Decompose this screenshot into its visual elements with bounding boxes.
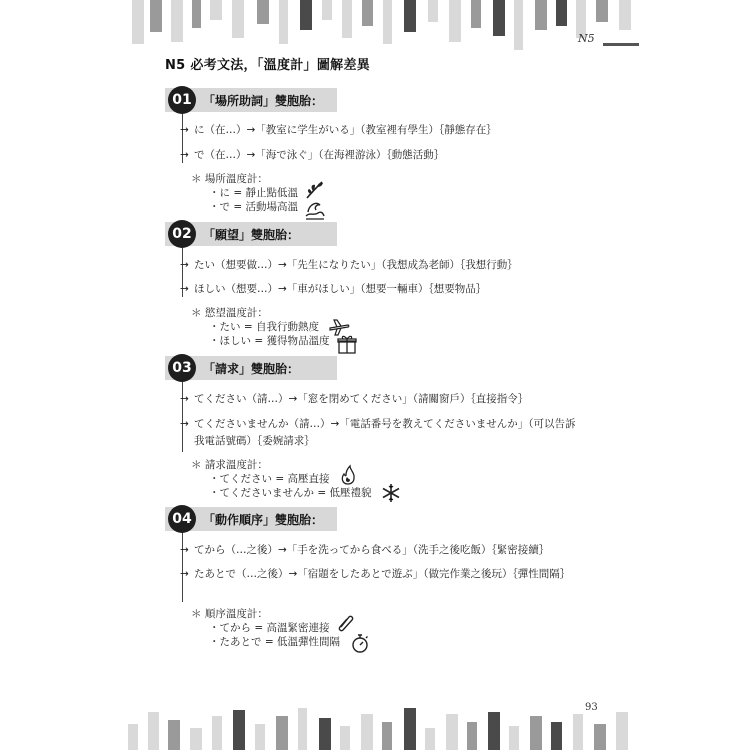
decorative-bar: [404, 708, 416, 750]
decorative-bar: [255, 724, 265, 750]
decorative-bar: [148, 712, 159, 750]
decorative-bar: [168, 720, 180, 750]
arrow-icon: →: [180, 544, 189, 556]
decorative-bar: [190, 728, 202, 750]
thermometer-note: ＊ 慾望溫度計： ・たい = 自我行動熱度 ・ほしい = 獲得物品溫度: [191, 307, 330, 347]
decorative-bar: [509, 726, 519, 750]
thermometer-note: ＊ 請求溫度計： ・てください = 高壓直接 ・てくださいませんか = 低壓禮貌: [191, 459, 372, 499]
section-heading-text: 「場所助詞」雙胞胎：: [203, 94, 324, 108]
section-heading: [165, 507, 337, 531]
decorative-bar: [467, 722, 477, 750]
grammar-item: → てくださいませんか（請…）→「電話番号を教えてくださいませんか」（可以告訴我電話號碼）｛委婉請求｝: [180, 418, 576, 447]
grammar-item: → たい（想要做…）→「先生になりたい」（我想成為老師）｛我想行動｝: [184, 257, 584, 274]
section-heading: [165, 222, 337, 246]
decorative-bar: [493, 0, 505, 36]
section-heading: [165, 88, 337, 112]
decorative-bar: [132, 0, 144, 44]
grammar-item: → てから（…之後）→「手を洗ってから食べる」（洗手之後吃飯）｛緊密接續｝: [184, 542, 584, 559]
decorative-bar: [573, 714, 583, 750]
decorative-bar: [449, 0, 461, 42]
decorative-bar: [150, 0, 162, 32]
decorative-bar: [192, 0, 201, 28]
decorative-bar: [428, 0, 438, 22]
decorative-bar: [298, 708, 307, 750]
decorative-bar: [616, 712, 628, 750]
arrow-icon: →: [180, 283, 189, 295]
decorative-bar: [551, 722, 562, 750]
top-decorative-bars: [0, 0, 750, 60]
grammar-item: → てください（請…）→「窓を閉めてください」（請關窗戶）｛直接指令｝: [184, 391, 584, 408]
decorative-bar: [383, 0, 392, 44]
decorative-bar: [171, 0, 183, 42]
grammar-item: → たあとで（…之後）→「宿題をしたあとで遊ぶ」（做完作業之後玩）｛彈性間隔｝: [184, 566, 584, 583]
gift-icon: [336, 333, 358, 355]
decorative-bar: [210, 0, 222, 20]
decorative-bar: [279, 0, 288, 44]
decorative-bar: [404, 0, 416, 32]
decorative-bar: [446, 714, 458, 750]
arrow-icon: →: [180, 418, 189, 430]
decorative-bar: [257, 0, 269, 24]
arrow-icon: →: [180, 124, 189, 136]
decorative-bar: [619, 0, 631, 30]
decorative-bar: [212, 716, 222, 750]
section-heading: [165, 356, 337, 380]
wave-icon: [304, 198, 326, 220]
decorative-bar: [233, 710, 245, 750]
arrow-icon: →: [180, 568, 189, 580]
grammar-item: → に（在…）→「教室に学生がいる」（教室裡有學生）｛靜態存在｝: [184, 122, 584, 139]
section-number-badge: 03: [168, 354, 196, 382]
fire-icon: [337, 464, 359, 486]
paperclip-icon: [334, 612, 356, 634]
decorative-bar: [322, 0, 332, 20]
section-heading-text: 「願望」雙胞胎：: [203, 228, 300, 242]
decorative-bar: [232, 0, 244, 38]
decorative-bar: [276, 716, 288, 750]
bottom-decorative-bars: [0, 708, 750, 750]
decorative-bar: [530, 716, 542, 750]
decorative-bar: [556, 0, 567, 26]
decorative-bar: [535, 0, 547, 30]
decorative-bar: [488, 712, 500, 750]
grammar-item: → で（在…）→「海で泳ぐ」（在海裡游泳）｛動態活動｝: [184, 147, 584, 164]
decorative-bar: [300, 0, 312, 30]
decorative-bar: [361, 714, 373, 750]
section-number-badge: 04: [168, 505, 196, 533]
decorative-bar: [514, 0, 523, 50]
decorative-bar: [594, 724, 606, 750]
arrow-icon: →: [180, 149, 189, 161]
stopwatch-icon: [349, 632, 371, 654]
decorative-bar: [319, 718, 331, 750]
snowflake-icon: [380, 482, 402, 504]
page-number: 93: [585, 702, 598, 713]
decorative-bar: [340, 726, 350, 750]
arrow-icon: →: [180, 259, 189, 271]
decorative-bar: [425, 728, 435, 750]
decorative-bar: [362, 0, 373, 26]
decorative-bar: [596, 0, 608, 22]
section-heading-text: 「請求」雙胞胎：: [203, 362, 300, 376]
decorative-bar: [128, 724, 138, 750]
page-title: N5 必考文法，「溫度計」圖解差異: [165, 58, 371, 73]
thermometer-note: ＊ 場所溫度計： ・に = 靜止點低溫 ・で = 活動場高溫: [191, 173, 298, 213]
section-number-badge: 01: [168, 86, 196, 114]
thermometer-note: ＊ 順序溫度計： ・てから = 高溫緊密連接 ・たあとで = 低溫彈性間隔: [191, 608, 340, 648]
series-tag-underline: [603, 43, 639, 46]
arrow-icon: →: [180, 393, 189, 405]
grammar-item: → ほしい（想要…）→「車がほしい」（想要一輛車）｛想要物品｝: [184, 281, 584, 298]
plant-icon: [304, 178, 326, 200]
section-heading-text: 「動作順序」雙胞胎：: [203, 513, 324, 527]
section-number-badge: 02: [168, 220, 196, 248]
series-tag: N5: [578, 32, 595, 45]
decorative-bar: [342, 0, 352, 38]
decorative-bar: [382, 722, 392, 750]
decorative-bar: [471, 0, 481, 28]
